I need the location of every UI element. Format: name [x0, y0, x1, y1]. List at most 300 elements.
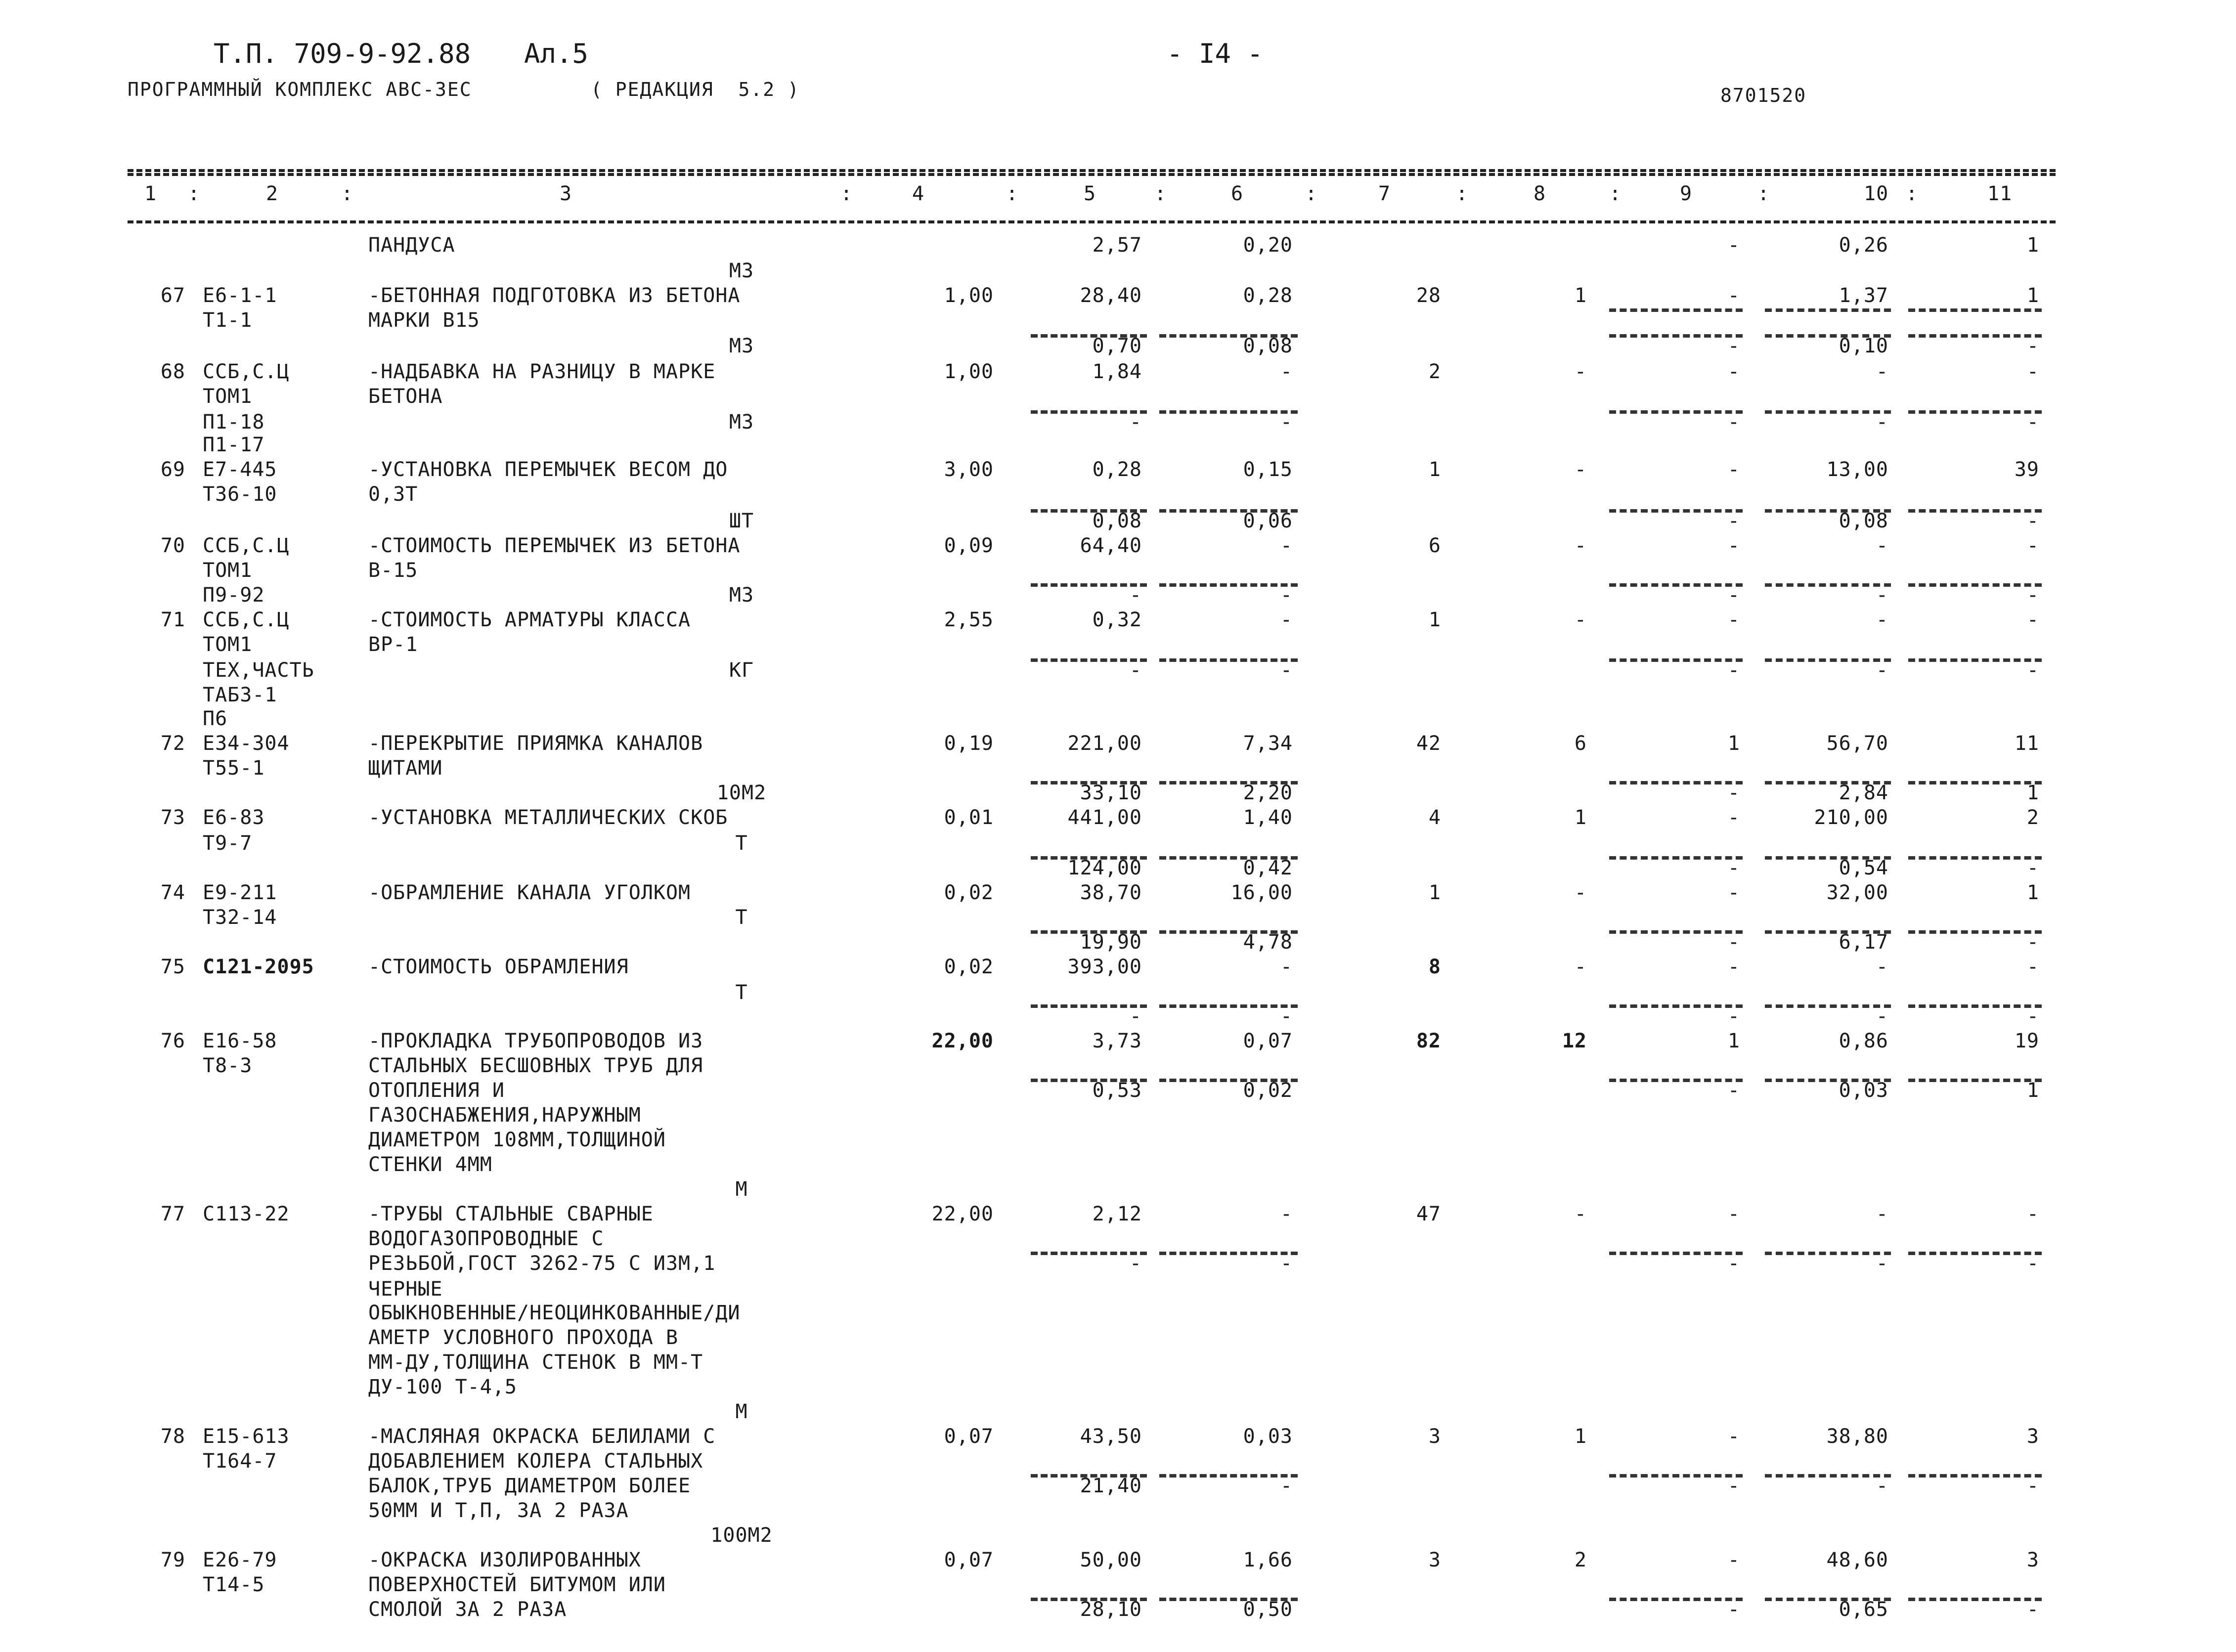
subtotal-rule: [1908, 1079, 2042, 1082]
table-cell-11: 1: [2026, 782, 2039, 804]
table-cell-4: 0,19: [944, 732, 994, 755]
table-cell-6: 0,03: [1243, 1425, 1293, 1448]
table-cell-unit: 100М2: [710, 1524, 773, 1547]
table-cell-1: 79: [160, 1549, 185, 1571]
header-rule-top-2: [128, 173, 2056, 176]
table-cell-5: 38,70: [1080, 881, 1142, 904]
table-cell-2: ССБ,С.Ц: [203, 360, 290, 383]
subtotal-rule: [1765, 1474, 1891, 1478]
subtotal-rule: [1908, 1598, 2042, 1601]
subtotal-rule: [1765, 410, 1891, 414]
subtotal-rule: [1031, 410, 1147, 414]
table-cell-3: ДОБАВЛЕНИЕМ КОЛЕРА СТАЛЬНЫХ: [368, 1450, 703, 1473]
table-cell-unit: М3: [729, 260, 754, 282]
table-cell-7: 1: [1428, 881, 1441, 904]
table-cell-11: 1: [2026, 284, 2039, 307]
subtotal-rule: [1159, 410, 1298, 414]
subtotal-rule: [1609, 658, 1743, 662]
subtotal-rule: [1765, 334, 1891, 338]
subtotal-rule: [1908, 658, 2042, 662]
table-cell-6: 0,07: [1243, 1030, 1293, 1052]
subtotal-rule: [1609, 1004, 1743, 1008]
table-cell-6: -: [1280, 360, 1293, 383]
table-cell-unit: М3: [729, 335, 754, 357]
subtotal-rule: [1908, 781, 2042, 784]
table-cell-9: -: [1727, 335, 1740, 357]
table-cell-6: -: [1280, 1005, 1293, 1028]
table-cell-10: 32,00: [1826, 881, 1888, 904]
column-header-3: 3: [560, 182, 572, 205]
table-cell-5: 124,00: [1067, 857, 1142, 879]
table-cell-8: 12: [1562, 1030, 1587, 1052]
document-code: 8701520: [1720, 85, 1807, 106]
table-cell-9: -: [1727, 931, 1740, 954]
table-cell-11: 3: [2026, 1549, 2039, 1571]
table-cell-6: 0,06: [1243, 510, 1293, 532]
table-cell-6: 0,15: [1243, 458, 1293, 481]
table-cell-5: 50,00: [1080, 1549, 1142, 1571]
table-cell-9: -: [1727, 1079, 1740, 1102]
table-cell-5: 3,73: [1092, 1030, 1142, 1052]
subtotal-rule: [1765, 583, 1891, 587]
table-cell-unit: М: [735, 1178, 748, 1201]
table-cell-5: -: [1129, 1005, 1142, 1028]
table-cell-6: 16,00: [1230, 881, 1293, 904]
table-cell-2: Т55-1: [203, 757, 265, 780]
table-cell-1: 78: [160, 1425, 185, 1448]
table-cell-3: ОТОПЛЕНИЯ И: [368, 1079, 505, 1102]
subtotal-rule: [1031, 509, 1147, 513]
table-cell-2: П9-92: [203, 584, 265, 607]
subtotal-rule: [1765, 658, 1891, 662]
table-cell-10: 0,08: [1839, 510, 1888, 532]
table-cell-9: -: [1727, 234, 1740, 257]
table-cell-8: -: [1574, 881, 1587, 904]
table-cell-11: -: [2026, 584, 2039, 607]
table-cell-6: -: [1280, 534, 1293, 557]
subtotal-rule: [1908, 930, 2042, 934]
table-cell-10: 0,10: [1839, 335, 1888, 357]
table-cell-6: 0,02: [1243, 1079, 1293, 1102]
column-header-9: 9: [1680, 182, 1693, 205]
table-cell-4: 2,55: [944, 609, 994, 631]
table-cell-7: 4: [1428, 806, 1441, 829]
table-cell-5: 0,32: [1092, 609, 1142, 631]
subtotal-rule: [1031, 1004, 1147, 1008]
table-cell-3: -СТОИМОСТЬ ОБРАМЛЕНИЯ: [368, 956, 629, 978]
table-cell-2: Е7-445: [203, 458, 277, 481]
table-cell-2: Е16-58: [203, 1030, 277, 1052]
table-cell-2: С113-22: [203, 1203, 290, 1225]
table-cell-3: 50ММ И Т,П, ЗА 2 РАЗА: [368, 1499, 629, 1522]
table-cell-5: 0,08: [1092, 510, 1142, 532]
subtotal-rule: [1159, 1079, 1298, 1082]
subtotal-rule: [1765, 1004, 1891, 1008]
table-cell-11: 1: [2026, 1079, 2039, 1102]
table-cell-2: ТОМ1: [203, 559, 253, 582]
table-cell-9: 1: [1727, 732, 1740, 755]
table-cell-2: С121-2095: [203, 956, 314, 978]
table-cell-unit: Т: [735, 981, 748, 1004]
table-cell-5: 0,53: [1092, 1079, 1142, 1102]
subtotal-rule: [1609, 1474, 1743, 1478]
table-cell-8: -: [1574, 534, 1587, 557]
table-cell-11: 1: [2026, 234, 2039, 257]
subtotal-rule: [1159, 1252, 1298, 1255]
table-cell-4: 3,00: [944, 458, 994, 481]
table-cell-6: 7,34: [1243, 732, 1293, 755]
table-cell-7: 8: [1428, 956, 1441, 978]
table-cell-5: 221,00: [1067, 732, 1142, 755]
column-separator: :: [1906, 182, 1919, 205]
table-cell-7: 6: [1428, 534, 1441, 557]
table-cell-1: 67: [160, 284, 185, 307]
subtotal-rule: [1765, 1252, 1891, 1255]
table-cell-1: 72: [160, 732, 185, 755]
table-cell-11: -: [2026, 1252, 2039, 1275]
doc-reference: Т.П. 709-9-92.88: [214, 38, 471, 69]
subtotal-rule: [1159, 1598, 1298, 1601]
subtotal-rule: [1159, 1004, 1298, 1008]
column-separator: :: [1456, 182, 1469, 205]
table-cell-3: ОБЫКНОВЕННЫЕ/НЕОЦИНКОВАННЫЕ/ДИ: [368, 1302, 741, 1324]
table-cell-3: -МАСЛЯНАЯ ОКРАСКА БЕЛИЛАМИ С: [368, 1425, 716, 1448]
table-cell-6: 1,66: [1243, 1549, 1293, 1571]
table-cell-10: 48,60: [1826, 1549, 1888, 1571]
table-cell-1: 68: [160, 360, 185, 383]
table-cell-10: 210,00: [1814, 806, 1888, 829]
table-cell-3: ПОВЕРХНОСТЕЙ БИТУМОМ ИЛИ: [368, 1573, 666, 1596]
table-cell-2: Т32-14: [203, 906, 277, 929]
header-rule-bottom: [128, 220, 2056, 223]
table-cell-3: ЧЕРНЫЕ: [368, 1278, 443, 1301]
subtotal-rule: [1908, 856, 2042, 860]
table-cell-3: -УСТАНОВКА ПЕРЕМЫЧЕК ВЕСОМ ДО: [368, 458, 728, 481]
table-cell-5: 19,90: [1080, 931, 1142, 954]
table-cell-10: -: [1876, 411, 1888, 434]
table-cell-11: -: [2026, 360, 2039, 383]
table-cell-9: -: [1727, 1598, 1740, 1621]
header-rule-top: [128, 169, 2056, 172]
table-cell-3: -ТРУБЫ СТАЛЬНЫЕ СВАРНЫЕ: [368, 1203, 654, 1225]
subtotal-rule: [1908, 583, 2042, 587]
table-cell-7: 82: [1416, 1030, 1441, 1052]
table-cell-9: -: [1727, 1252, 1740, 1275]
table-cell-4: 0,02: [944, 956, 994, 978]
table-cell-3: АМЕТР УСЛОВНОГО ПРОХОДА В: [368, 1326, 679, 1349]
table-cell-3: ДУ-100 Т-4,5: [368, 1376, 517, 1398]
table-cell-10: -: [1876, 659, 1888, 682]
table-cell-11: -: [2026, 1203, 2039, 1225]
column-separator: :: [840, 182, 853, 205]
table-cell-4: 0,09: [944, 534, 994, 557]
table-cell-4: 0,01: [944, 806, 994, 829]
subtotal-rule: [1609, 930, 1743, 934]
table-cell-6: -: [1280, 956, 1293, 978]
table-cell-2: Е6-1-1: [203, 284, 277, 307]
table-cell-unit: 10М2: [716, 782, 767, 804]
table-cell-5: 43,50: [1080, 1425, 1142, 1448]
table-cell-2: Т36-10: [203, 483, 277, 506]
table-cell-10: -: [1876, 360, 1888, 383]
table-cell-2: Т1-1: [203, 309, 253, 332]
album-label: Ал.5: [524, 38, 589, 69]
table-cell-8: 1: [1574, 1425, 1587, 1448]
table-cell-10: -: [1876, 1203, 1888, 1225]
table-cell-5: -: [1129, 1252, 1142, 1275]
table-cell-6: 0,28: [1243, 284, 1293, 307]
table-cell-2: ТЕХ,ЧАСТЬ: [203, 659, 314, 682]
table-cell-9: -: [1727, 659, 1740, 682]
subtotal-rule: [1765, 1079, 1891, 1082]
table-cell-9: -: [1727, 510, 1740, 532]
table-cell-5: 441,00: [1067, 806, 1142, 829]
table-cell-unit: М3: [729, 584, 754, 607]
table-cell-9: -: [1727, 458, 1740, 481]
table-cell-1: 74: [160, 881, 185, 904]
table-cell-8: -: [1574, 360, 1587, 383]
subtotal-rule: [1609, 308, 1743, 312]
table-cell-7: 1: [1428, 458, 1441, 481]
subtotal-rule: [1765, 509, 1891, 513]
table-cell-5: 64,40: [1080, 534, 1142, 557]
table-cell-3: -НАДБАВКА НА РАЗНИЦУ В МАРКЕ: [368, 360, 716, 383]
table-cell-10: -: [1876, 584, 1888, 607]
table-cell-7: 2: [1428, 360, 1441, 383]
table-cell-5: -: [1129, 584, 1142, 607]
subtotal-rule: [1159, 334, 1298, 338]
subtotal-rule: [1031, 781, 1147, 784]
subtotal-rule: [1031, 583, 1147, 587]
table-cell-10: 0,65: [1839, 1598, 1888, 1621]
table-cell-3: -СТОИМОСТЬ АРМАТУРЫ КЛАССА: [368, 609, 691, 631]
table-cell-9: -: [1727, 360, 1740, 383]
table-cell-6: -: [1280, 411, 1293, 434]
column-separator: :: [1609, 182, 1622, 205]
table-cell-6: -: [1280, 659, 1293, 682]
subtotal-rule: [1159, 583, 1298, 587]
table-cell-3: ДИАМЕТРОМ 108ММ,ТОЛЩИНОЙ: [368, 1129, 666, 1151]
table-cell-5: 0,28: [1092, 458, 1142, 481]
subtotal-rule: [1908, 509, 2042, 513]
subtotal-rule: [1031, 1598, 1147, 1601]
column-separator: :: [341, 182, 354, 205]
table-cell-9: 1: [1727, 1030, 1740, 1052]
table-cell-10: 56,70: [1826, 732, 1888, 755]
table-cell-2: ССБ,С.Ц: [203, 534, 290, 557]
table-cell-11: -: [2026, 510, 2039, 532]
table-cell-6: 0,50: [1243, 1598, 1293, 1621]
subtotal-rule: [1031, 658, 1147, 662]
table-cell-7: 47: [1416, 1203, 1441, 1225]
table-cell-6: -: [1280, 584, 1293, 607]
table-cell-2: Т8-3: [203, 1054, 253, 1077]
table-cell-3: ГАЗОСНАБЖЕНИЯ,НАРУЖНЫМ: [368, 1104, 641, 1127]
table-cell-11: 1: [2026, 881, 2039, 904]
table-cell-3: -ПЕРЕКРЫТИЕ ПРИЯМКА КАНАЛОВ: [368, 732, 703, 755]
table-cell-10: 0,26: [1839, 234, 1888, 257]
table-cell-3: ВОДОГАЗОПРОВОДНЫЕ С: [368, 1227, 604, 1250]
table-cell-1: 76: [160, 1030, 185, 1052]
table-cell-3: ВР-1: [368, 633, 418, 656]
subtotal-rule: [1609, 1598, 1743, 1601]
table-cell-8: 2: [1574, 1549, 1587, 1571]
table-cell-4: 0,07: [944, 1549, 994, 1571]
table-cell-10: -: [1876, 609, 1888, 631]
table-cell-10: -: [1876, 1475, 1888, 1497]
table-cell-4: 0,07: [944, 1425, 994, 1448]
table-cell-9: -: [1727, 1203, 1740, 1225]
subtotal-rule: [1031, 1252, 1147, 1255]
table-cell-11: -: [2026, 1475, 2039, 1497]
table-cell-2: ССБ,С.Ц: [203, 609, 290, 631]
table-cell-3: РЕЗЬБОЙ,ГОСТ 3262-75 С ИЗМ,1: [368, 1252, 716, 1275]
table-cell-5: 0,70: [1092, 335, 1142, 357]
table-cell-3: СМОЛОЙ ЗА 2 РАЗА: [368, 1598, 567, 1621]
table-cell-3: -ОБРАМЛЕНИЕ КАНАЛА УГОЛКОМ: [368, 881, 691, 904]
table-cell-2: Т164-7: [203, 1450, 277, 1473]
table-cell-11: 2: [2026, 806, 2039, 829]
table-cell-2: Е34-304: [203, 732, 290, 755]
table-cell-9: -: [1727, 1005, 1740, 1028]
table-cell-6: 1,40: [1243, 806, 1293, 829]
subtotal-rule: [1159, 658, 1298, 662]
table-cell-10: 38,80: [1826, 1425, 1888, 1448]
table-cell-6: -: [1280, 609, 1293, 631]
subtotal-rule: [1765, 1598, 1891, 1601]
subtotal-rule: [1031, 1079, 1147, 1082]
table-cell-2: Е15-613: [203, 1425, 290, 1448]
table-cell-6: 2,20: [1243, 782, 1293, 804]
table-cell-3: -БЕТОННАЯ ПОДГОТОВКА ИЗ БЕТОНА: [368, 284, 741, 307]
subtotal-rule: [1159, 1474, 1298, 1478]
table-cell-10: -: [1876, 1005, 1888, 1028]
table-cell-1: 69: [160, 458, 185, 481]
table-cell-5: 33,10: [1080, 782, 1142, 804]
table-cell-2: П1-18: [203, 411, 265, 434]
table-cell-unit: М: [735, 1400, 748, 1423]
table-cell-8: -: [1574, 956, 1587, 978]
table-cell-6: -: [1280, 1475, 1293, 1497]
table-cell-5: -: [1129, 411, 1142, 434]
table-cell-2: ТОМ1: [203, 633, 253, 656]
table-cell-3: БЕТОНА: [368, 385, 443, 408]
table-cell-11: -: [2026, 931, 2039, 954]
table-cell-7: 42: [1416, 732, 1441, 755]
table-cell-11: -: [2026, 411, 2039, 434]
table-cell-1: 75: [160, 956, 185, 978]
table-cell-4: 1,00: [944, 360, 994, 383]
table-cell-3: БАЛОК,ТРУБ ДИАМЕТРОМ БОЛЕЕ: [368, 1475, 691, 1497]
subtotal-rule: [1031, 334, 1147, 338]
table-cell-6: -: [1280, 1252, 1293, 1275]
table-cell-10: 0,03: [1839, 1079, 1888, 1102]
table-cell-9: -: [1727, 881, 1740, 904]
column-separator: :: [1757, 182, 1770, 205]
table-cell-3: ЩИТАМИ: [368, 757, 443, 780]
table-cell-unit: КГ: [729, 659, 754, 682]
table-cell-7: 1: [1428, 609, 1441, 631]
table-cell-4: 0,02: [944, 881, 994, 904]
table-cell-4: 22,00: [931, 1203, 994, 1225]
column-header-8: 8: [1534, 182, 1546, 205]
subtotal-rule: [1765, 930, 1891, 934]
table-cell-1: 70: [160, 534, 185, 557]
subtotal-rule: [1609, 334, 1743, 338]
table-cell-unit: М3: [729, 411, 754, 434]
table-cell-5: 21,40: [1080, 1475, 1142, 1497]
table-cell-10: 0,54: [1839, 857, 1888, 879]
table-cell-2: П6: [203, 707, 228, 730]
table-cell-3: -УСТАНОВКА МЕТАЛЛИЧЕСКИХ СКОБ: [368, 806, 728, 829]
table-cell-7: 3: [1428, 1549, 1441, 1571]
subtotal-rule: [1159, 781, 1298, 784]
column-header-2: 2: [266, 182, 279, 205]
table-cell-6: -: [1280, 1203, 1293, 1225]
column-separator: :: [1006, 182, 1019, 205]
table-cell-3: СТЕНКИ 4ММ: [368, 1153, 492, 1176]
table-cell-2: Е26-79: [203, 1549, 277, 1571]
table-cell-11: -: [2026, 1598, 2039, 1621]
table-cell-4: 1,00: [944, 284, 994, 307]
table-cell-9: -: [1727, 857, 1740, 879]
table-cell-5: 393,00: [1067, 956, 1142, 978]
table-cell-10: 0,86: [1839, 1030, 1888, 1052]
column-header-1: 1: [144, 182, 157, 205]
column-separator: :: [1305, 182, 1318, 205]
table-cell-9: -: [1727, 534, 1740, 557]
table-cell-7: 3: [1428, 1425, 1441, 1448]
table-cell-3: МАРКИ В15: [368, 309, 480, 332]
table-cell-2: Е9-211: [203, 881, 277, 904]
table-cell-9: -: [1727, 806, 1740, 829]
table-cell-unit: ШТ: [729, 510, 754, 532]
table-cell-3: СТАЛЬНЫХ БЕСШОВНЫХ ТРУБ ДЛЯ: [368, 1054, 703, 1077]
table-cell-8: -: [1574, 1203, 1587, 1225]
table-cell-1: 73: [160, 806, 185, 829]
table-cell-11: 3: [2026, 1425, 2039, 1448]
subtotal-rule: [1765, 308, 1891, 312]
table-cell-3: ММ-ДУ,ТОЛЩИНА СТЕНОК В ММ-Т: [368, 1351, 703, 1374]
table-cell-1: 71: [160, 609, 185, 631]
table-cell-2: Т9-7: [203, 832, 253, 855]
subtotal-rule: [1765, 856, 1891, 860]
table-cell-10: -: [1876, 1252, 1888, 1275]
subtotal-rule: [1765, 781, 1891, 784]
table-cell-9: -: [1727, 584, 1740, 607]
table-cell-3: -ОКРАСКА ИЗОЛИРОВАННЫХ: [368, 1549, 641, 1571]
table-cell-10: -: [1876, 956, 1888, 978]
subtotal-rule: [1609, 781, 1743, 784]
subtotal-rule: [1908, 410, 2042, 414]
subtotal-rule: [1908, 308, 2042, 312]
subtotal-rule: [1908, 1252, 2042, 1255]
table-cell-9: -: [1727, 782, 1740, 804]
table-cell-11: -: [2026, 609, 2039, 631]
column-separator: :: [188, 182, 201, 205]
subtotal-rule: [1908, 334, 2042, 338]
table-cell-8: 1: [1574, 806, 1587, 829]
table-cell-5: 1,84: [1092, 360, 1142, 383]
table-cell-2: Е6-83: [203, 806, 265, 829]
table-cell-11: -: [2026, 659, 2039, 682]
table-cell-11: -: [2026, 956, 2039, 978]
table-cell-9: -: [1727, 284, 1740, 307]
table-cell-2: ТАБ3-1: [203, 684, 277, 706]
subtotal-rule: [1159, 930, 1298, 934]
column-separator: :: [1154, 182, 1167, 205]
subtotal-rule: [1031, 930, 1147, 934]
